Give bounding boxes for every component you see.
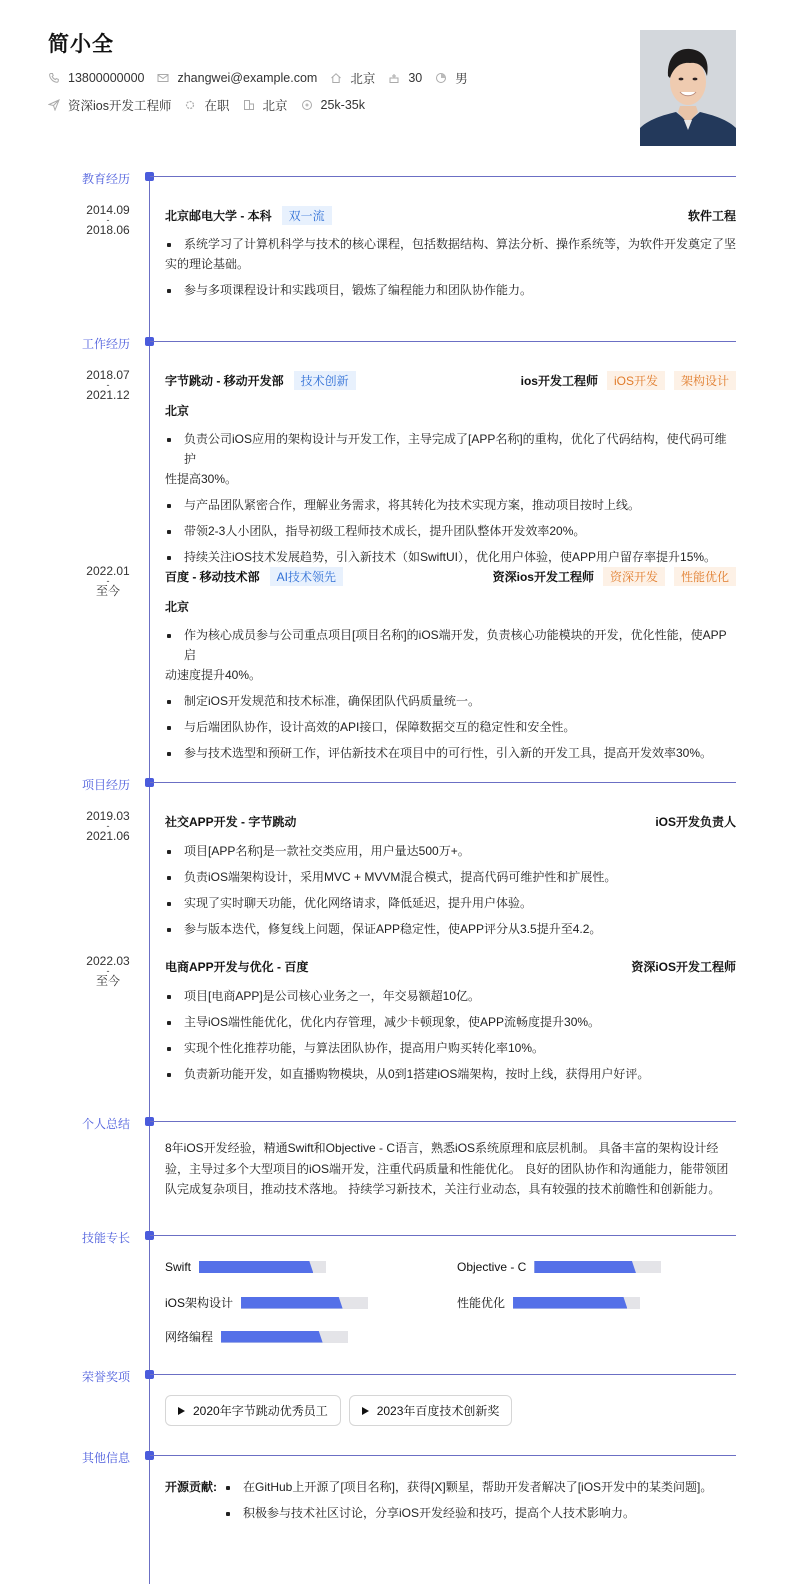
project-entry-header [165, 956, 736, 976]
section-title: 其他信息 [82, 1451, 131, 1465]
job-title: 资深ios开发工程师 [48, 96, 171, 114]
skill-bar-fill [513, 1297, 627, 1309]
city-icon [243, 99, 255, 111]
candidate-name: 简小全 [48, 33, 114, 56]
school-name: 北京邮电大学 - 本科 [165, 208, 272, 223]
work-entry-header [165, 370, 736, 390]
section-skills [0, 1231, 794, 1249]
company-tag: AI技术领先 [270, 567, 343, 586]
honor-badge[interactable]: 2020年字节跳动优秀员工 [165, 1395, 341, 1426]
salary-icon [301, 99, 313, 111]
skill-bar-fill [241, 1297, 343, 1309]
age-icon [388, 72, 400, 84]
project-name: 电商APP开发与优化 - 百度 [165, 959, 309, 974]
project-name: 社交APP开发 - 字节跳动 [165, 814, 297, 829]
project-bullets [165, 986, 736, 1090]
company-name: 百度 - 移动技术部 [165, 569, 260, 584]
role-tag: 性能优化 [674, 567, 736, 586]
education-bullets [165, 234, 736, 306]
list-item: 与产品团队紧密合作，理解业务需求，将其转化为技术实现方案，推动项目按时上线。 [165, 495, 736, 515]
list-item: 项目[APP名称]是一款社交类应用，用户量达500万+。 [165, 841, 736, 861]
section-divider [150, 1455, 736, 1456]
email-icon [157, 72, 169, 84]
profile-photo [640, 30, 736, 146]
section-divider [150, 176, 736, 177]
work-bullets [165, 625, 736, 769]
education-entry-header [165, 205, 736, 225]
work-location: 北京 [165, 600, 190, 614]
section-divider [150, 782, 736, 783]
section-divider [150, 1121, 736, 1122]
job-city: 北京 [243, 96, 288, 114]
section-divider [150, 341, 736, 342]
list-item: 持续关注iOS技术发展趋势，引入新技术（如SwiftUI），优化用户体验，使APP用户留存率提升15%。 [165, 547, 736, 567]
section-title: 项目经历 [82, 778, 131, 792]
work-bullets [165, 429, 736, 573]
contact-gender: 男 [435, 69, 468, 87]
phone-icon [48, 72, 60, 84]
list-item: 主导iOS端性能优化，优化内存管理，减少卡顿现象，使APP流畅度提升30%。 [165, 1012, 736, 1032]
skill-item: Swift [165, 1260, 326, 1274]
section-title: 技能专长 [82, 1231, 131, 1245]
send-icon [48, 99, 60, 111]
summary-text: 8年iOS开发经验，精通Swift和Objective - C语言，熟悉iOS系统原理和底层机制。 具备丰富的架构设计经验，主导过多个大型项目的iOS端开发，注重代码质量和性能优化。 良好的团队协作和沟通能力，能带领团队完成复杂项目，推动技术落地。 持续学习新技术，关注行业动态，具有较强的技术前瞻性和创新能力。 [165, 1141, 729, 1196]
section-title: 教育经历 [82, 172, 131, 186]
section-divider [150, 1374, 736, 1375]
section-summary [0, 1117, 794, 1135]
honor-badge[interactable]: 2023年百度技术创新奖 [349, 1395, 513, 1426]
list-item: 负责iOS端架构设计，采用MVC + MVVM混合模式，提高代码可维护性和扩展性。 [165, 867, 736, 887]
honors-list [165, 1395, 520, 1426]
list-item: 积极参与技术社区讨论，分享iOS开发经验和技巧，提高个人技术影响力。 [224, 1503, 712, 1523]
other-info [165, 1477, 736, 1529]
skill-bar-fill [199, 1261, 313, 1273]
skill-bar-fill [534, 1261, 636, 1273]
list-item: 实现个性化推荐功能，与算法团队协作，提高用户购买转化率10%。 [165, 1038, 736, 1058]
section-projects [0, 778, 794, 796]
list-item: 带领2-3人小团队，指导初级工程师技术成长，提升团队整体开发效率20%。 [165, 521, 736, 541]
job-intent-row [48, 96, 378, 114]
job-status: 在职 [184, 96, 229, 114]
contact-row [48, 69, 481, 87]
role-tag: 架构设计 [674, 371, 736, 390]
list-item: 参与技术选型和预研工作，评估新技术在项目中的可行性，引入新的开发工具，提高开发效率30%。 [165, 743, 736, 763]
date-range: 2022.01 - 至今 [86, 564, 130, 598]
home-icon [330, 72, 342, 84]
project-bullets [165, 841, 736, 945]
gender-icon [435, 72, 447, 84]
role-tag: iOS开发 [607, 371, 665, 390]
project-role: iOS开发负责人 [655, 814, 736, 829]
open-source-label: 开源贡献: [165, 1480, 217, 1494]
section-other [0, 1451, 794, 1469]
section-work [0, 337, 794, 355]
skill-item: 网络编程 [165, 1328, 348, 1345]
skill-item: 性能优化 [457, 1294, 640, 1311]
work-location: 北京 [165, 404, 190, 418]
job-role: 资深ios开发工程师 [492, 569, 594, 584]
skill-bar [241, 1297, 368, 1309]
project-role: 资深iOS开发工程师 [631, 959, 736, 974]
contact-phone: 13800000000 [48, 71, 144, 85]
date-range: 2014.09 - 2018.06 [86, 203, 130, 237]
list-item: 制定iOS开发规范和技术标准，确保团队代码质量统一。 [165, 691, 736, 711]
status-icon [184, 99, 196, 111]
list-item: 负责新功能开发，如直播购物模块，从0到1搭建iOS端架构，按时上线，获得用户好评。 [165, 1064, 736, 1084]
date-range: 2019.03 - 2021.06 [86, 809, 130, 843]
skill-item: iOS架构设计 [165, 1294, 368, 1311]
list-item: 参与版本迭代，修复线上问题，保证APP稳定性，使APP评分从3.5提升至4.2。 [165, 919, 736, 939]
list-item: 实现了实时聊天功能，优化网络请求，降低延迟，提升用户体验。 [165, 893, 736, 913]
list-item: 系统学习了计算机科学与技术的核心课程，包括数据结构、算法分析、操作系统等，为软件开发奠定了坚 实的理论基础。 [165, 234, 736, 274]
open-source-bullets [224, 1477, 712, 1529]
section-honors [0, 1370, 794, 1388]
company-name: 字节跳动 - 移动开发部 [165, 373, 284, 388]
skill-bar [199, 1261, 326, 1273]
list-item: 作为核心成员参与公司重点项目[项目名称]的iOS端开发，负责核心功能模块的开发，优化性能，使APP启 动速度提升40%。 [165, 625, 736, 685]
skill-bar [221, 1331, 348, 1343]
school-tag: 双一流 [282, 206, 332, 225]
play-triangle-icon [362, 1407, 369, 1415]
list-item: 项目[电商APP]是公司核心业务之一，年交易额超10亿。 [165, 986, 736, 1006]
project-entry-header [165, 811, 736, 831]
list-item: 参与多项课程设计和实践项目，锻炼了编程能力和团队协作能力。 [165, 280, 736, 300]
skill-bar-fill [221, 1331, 323, 1343]
work-entry-header [165, 566, 736, 586]
major: 软件工程 [687, 208, 736, 223]
section-title: 荣誉奖项 [82, 1370, 131, 1384]
list-item: 在GitHub上开源了[项目名称]，获得[X]颗星，帮助开发者解决了[iOS开发中的某类问题]。 [224, 1477, 712, 1497]
section-divider [150, 1235, 736, 1236]
list-item: 负责公司iOS应用的架构设计与开发工作，主导完成了[APP名称]的重构，优化了代码结构，使代码可维护 性提高30%。 [165, 429, 736, 489]
contact-email: zhangwei@example.com [157, 71, 317, 85]
job-role: ios开发工程师 [520, 373, 598, 388]
skill-bar [534, 1261, 661, 1273]
contact-location: 北京 [330, 69, 375, 87]
skill-bar [513, 1297, 640, 1309]
company-tag: 技术创新 [294, 371, 356, 390]
skill-item: Objective - C [457, 1260, 661, 1274]
section-title: 工作经历 [82, 337, 131, 351]
section-education [0, 172, 794, 190]
play-triangle-icon [178, 1407, 185, 1415]
section-title: 个人总结 [82, 1117, 131, 1131]
role-tag: 资深开发 [603, 567, 665, 586]
date-range: 2018.07 - 2021.12 [86, 368, 130, 402]
list-item: 与后端团队协作，设计高效的API接口，保障数据交互的稳定性和安全性。 [165, 717, 736, 737]
job-salary: 25k-35k [301, 98, 365, 112]
contact-age: 30 [388, 71, 422, 85]
date-range: 2022.03 - 至今 [86, 954, 130, 988]
